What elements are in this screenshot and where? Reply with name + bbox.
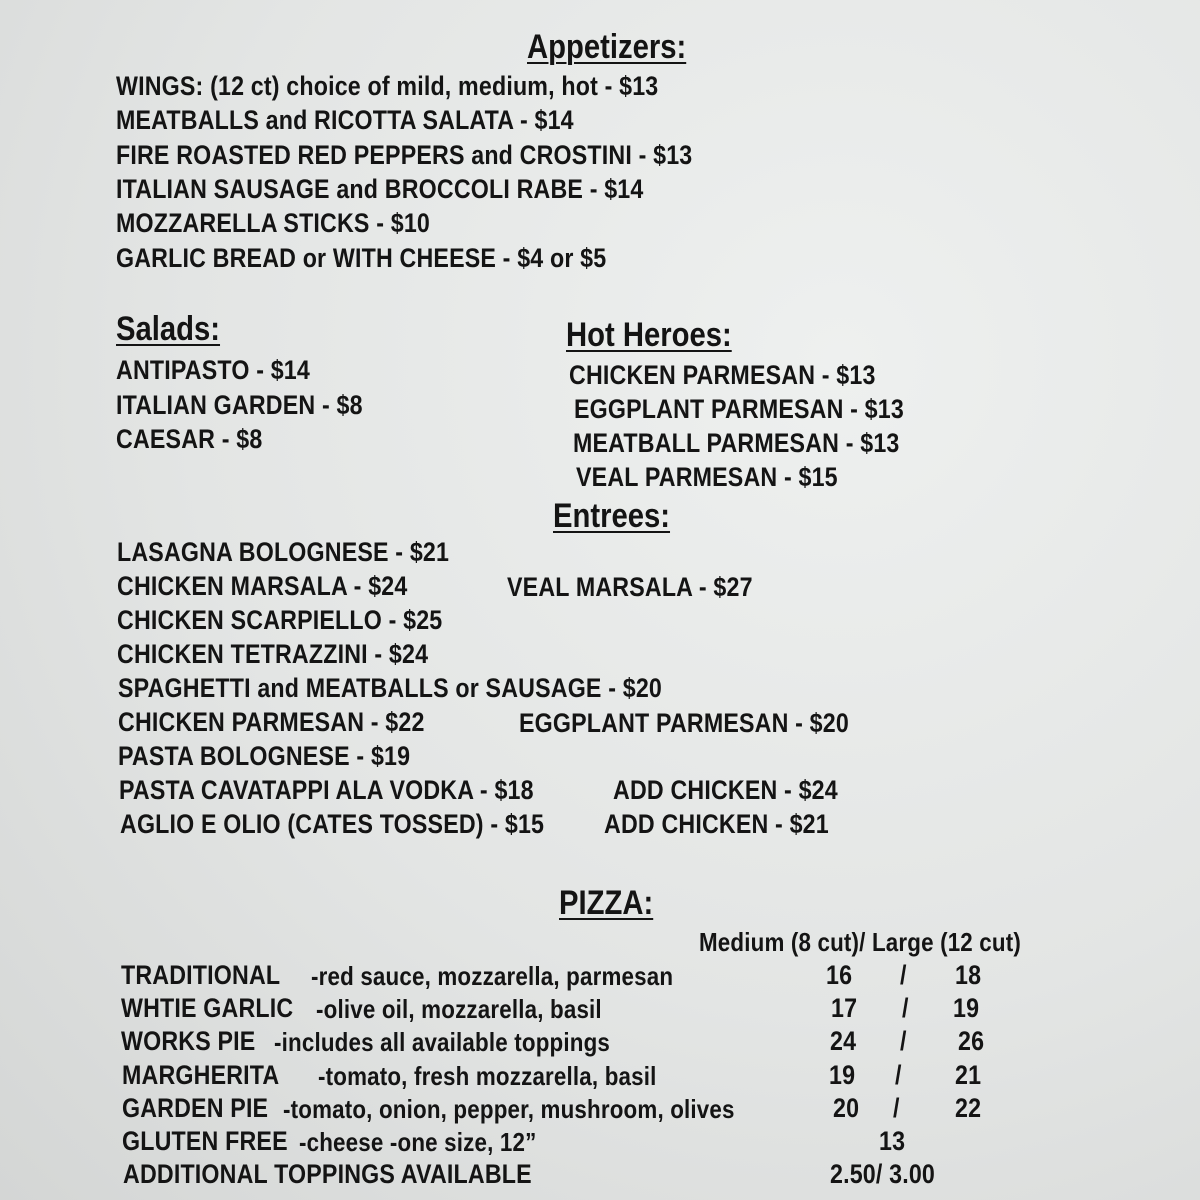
pizza-price-sep: /	[900, 1026, 907, 1056]
appetizer-item: MOZZARELLA STICKS - $10	[116, 208, 431, 238]
pizza-desc: -red sauce, mozzarella, parmesan	[311, 961, 674, 991]
pizza-desc: -cheese -one size, 12”	[299, 1127, 537, 1157]
salad-item: ANTIPASTO - $14	[116, 355, 310, 385]
pizza-name: WORKS PIE	[121, 1026, 256, 1056]
pizza-name: GLUTEN FREE	[122, 1126, 288, 1156]
pizza-price-large: 26	[958, 1026, 985, 1056]
pizza-desc: -tomato, onion, pepper, mushroom, olives	[283, 1094, 735, 1124]
pizza-name: MARGHERITA	[122, 1060, 280, 1090]
entree-item: AGLIO E OLIO (CATES TOSSED) - $15	[120, 809, 545, 839]
salad-item: CAESAR - $8	[116, 424, 263, 454]
pizza-price-sep: /	[895, 1060, 902, 1090]
pizza-price-sep: /	[893, 1093, 900, 1123]
hero-item: EGGPLANT PARMESAN - $13	[574, 394, 904, 424]
appetizer-item: ITALIAN SAUSAGE and BROCCOLI RABE - $14	[116, 174, 644, 204]
entree-item: CHICKEN MARSALA - $24	[117, 571, 408, 601]
hero-item: CHICKEN PARMESAN - $13	[569, 360, 876, 390]
pizza-price-medium: 20	[833, 1093, 860, 1123]
pizza-price: 13	[879, 1126, 906, 1156]
pizza-price-medium: 19	[829, 1060, 856, 1090]
pizza-price-large: 19	[953, 993, 980, 1023]
salad-item: ITALIAN GARDEN - $8	[116, 390, 363, 420]
pizza-price: 2.50/ 3.00	[830, 1159, 936, 1189]
appetizer-item: MEATBALLS and RICOTTA SALATA - $14	[116, 105, 574, 135]
pizza-price-medium: 17	[831, 993, 858, 1023]
pizza-name: TRADITIONAL	[121, 960, 281, 990]
entree-item: LASAGNA BOLOGNESE - $21	[117, 537, 450, 567]
appetizer-item: FIRE ROASTED RED PEPPERS and CROSTINI - $13	[116, 140, 693, 170]
hero-item: VEAL PARMESAN - $15	[576, 462, 838, 492]
pizza-desc: -includes all available toppings	[274, 1027, 611, 1057]
hero-item: MEATBALL PARMESAN - $13	[573, 428, 900, 458]
entree-item: SPAGHETTI and MEATBALLS or SAUSAGE - $20	[118, 673, 663, 703]
appetizer-item: WINGS: (12 ct) choice of mild, medium, hot - $13	[116, 71, 659, 101]
pizza-heading: PIZZA:	[559, 884, 654, 922]
entree-item: VEAL MARSALA - $27	[507, 572, 753, 602]
entree-item: ADD CHICKEN - $24	[613, 775, 838, 805]
salads-heading: Salads:	[116, 310, 221, 348]
entree-item: CHICKEN TETRAZZINI - $24	[117, 639, 429, 669]
pizza-price-large: 18	[955, 960, 982, 990]
entree-item: EGGPLANT PARMESAN - $20	[519, 708, 849, 738]
pizza-desc: -olive oil, mozzarella, basil	[316, 994, 602, 1024]
entree-item: PASTA BOLOGNESE - $19	[118, 741, 411, 771]
entree-item: ADD CHICKEN - $21	[604, 809, 829, 839]
pizza-name: ADDITIONAL TOPPINGS AVAILABLE	[123, 1159, 532, 1189]
entree-item: CHICKEN PARMESAN - $22	[118, 707, 425, 737]
entrees-heading: Entrees:	[553, 497, 671, 535]
pizza-desc: -tomato, fresh mozzarella, basil	[318, 1061, 657, 1091]
appetizer-item: GARLIC BREAD or WITH CHEESE - $4 or $5	[116, 243, 607, 273]
pizza-price-sep: /	[902, 993, 909, 1023]
pizza-price-medium: 24	[830, 1026, 857, 1056]
pizza-size-header: Medium (8 cut)/ Large (12 cut)	[699, 927, 1021, 957]
pizza-name: GARDEN PIE	[122, 1093, 269, 1123]
pizza-name: WHTIE GARLIC	[121, 993, 294, 1023]
entree-item: CHICKEN SCARPIELLO - $25	[117, 605, 443, 635]
pizza-price-sep: /	[900, 960, 907, 990]
pizza-price-large: 22	[955, 1093, 982, 1123]
appetizers-heading: Appetizers:	[527, 28, 687, 66]
hot-heroes-heading: Hot Heroes:	[566, 316, 732, 354]
entree-item: PASTA CAVATAPPI ALA VODKA - $18	[119, 775, 534, 805]
pizza-price-large: 21	[955, 1060, 982, 1090]
pizza-price-medium: 16	[826, 960, 853, 990]
